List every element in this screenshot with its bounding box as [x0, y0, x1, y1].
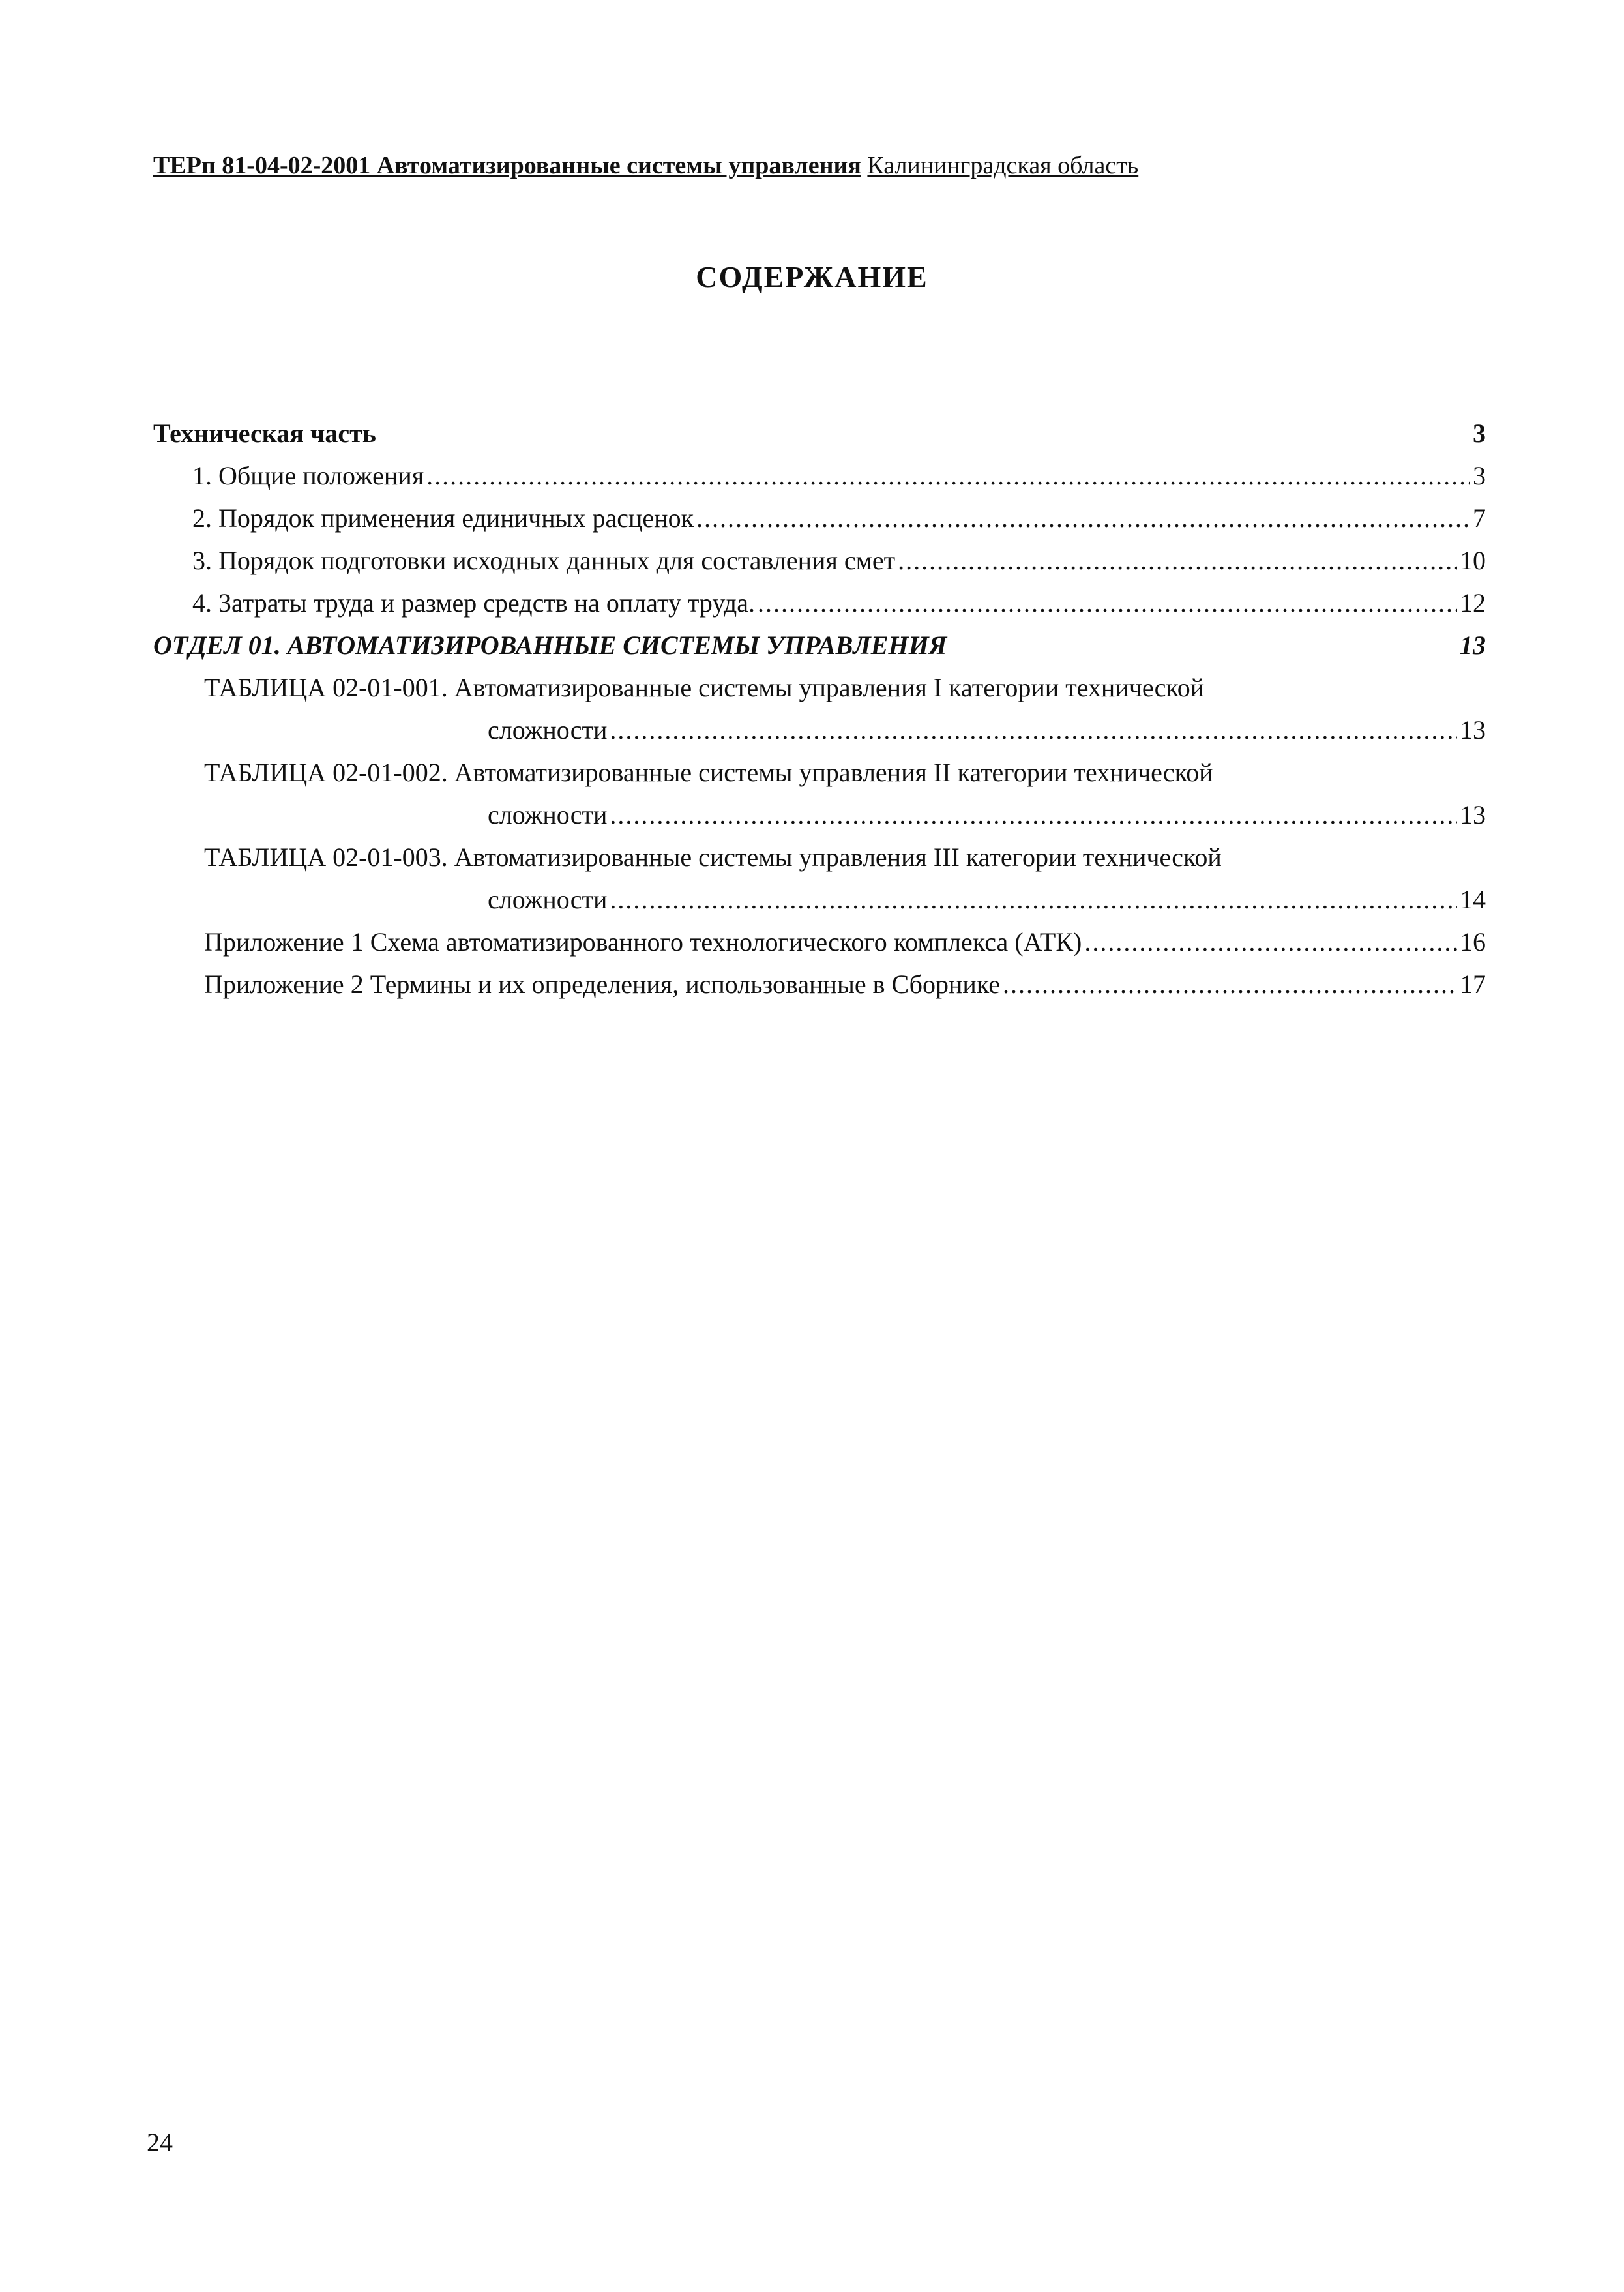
toc-page: 13: [1460, 800, 1486, 829]
toc-label-continuation: [488, 881, 1486, 919]
toc-leader: [610, 881, 1457, 919]
toc-page: 16: [1460, 927, 1486, 957]
toc-leader: [898, 542, 1457, 580]
header-region: Калининградская область: [867, 152, 1139, 179]
toc-entry-appendix-2[interactable]: [204, 966, 1486, 1004]
toc-entry-tech-part[interactable]: [153, 415, 1486, 453]
toc-entry-appendix-1[interactable]: [204, 923, 1486, 961]
toc-page: 3: [1473, 419, 1486, 448]
toc-label: Техническая часть: [153, 419, 376, 448]
toc-label: 1. Общие положения: [192, 461, 424, 490]
toc-entry-section-01[interactable]: [153, 627, 1486, 664]
toc-entry-general[interactable]: [192, 457, 1486, 495]
toc-leader: [696, 499, 1470, 537]
toc-label-continuation: [488, 711, 1486, 749]
toc-leader: [758, 584, 1457, 622]
toc-label-continuation: [488, 796, 1486, 834]
toc-leader: [426, 457, 1470, 495]
toc-page: 10: [1460, 546, 1486, 575]
toc-leader: [610, 711, 1457, 749]
page-title: СОДЕРЖАНИЕ: [696, 260, 928, 293]
toc-label: ТАБЛИЦА 02-01-003. Автоматизированные системы управления III категории технической: [204, 842, 1222, 872]
toc-label: ТАБЛИЦА 02-01-002. Автоматизированные системы управления II категории технической: [204, 758, 1213, 787]
toc-label: Приложение 1 Схема автоматизированного технологического комплекса (АТК): [204, 927, 1082, 957]
toc-label: сложности: [488, 715, 608, 745]
toc-label: 2. Порядок применения единичных расценок: [192, 503, 694, 533]
toc-label: 4. Затраты труда и размер средств на оплату труда.: [192, 588, 755, 618]
toc-label: 3. Порядок подготовки исходных данных для составления смет: [192, 546, 896, 575]
toc-entry-rates[interactable]: [192, 499, 1486, 537]
toc-leader: [610, 796, 1457, 834]
toc-page: 7: [1473, 503, 1486, 533]
toc-page: 13: [1460, 631, 1486, 660]
toc-page: 13: [1460, 715, 1486, 745]
toc-page: 14: [1460, 885, 1486, 914]
toc-label: сложности: [488, 800, 608, 829]
toc-leader: [1084, 923, 1457, 961]
toc-label: ТАБЛИЦА 02-01-001. Автоматизированные системы управления I категории технической: [204, 673, 1205, 702]
toc-label: ОТДЕЛ 01. АВТОМАТИЗИРОВАННЫЕ СИСТЕМЫ УПРАВЛЕНИЯ: [153, 631, 947, 660]
header-document-code: ТЕРп 81-04-02-2001 Автоматизированные системы управления: [153, 152, 861, 179]
running-header: [153, 151, 1138, 180]
toc-leader: [1003, 966, 1457, 1004]
toc-label: Приложение 2 Термины и их определения, использованные в Сборнике: [204, 970, 1000, 999]
toc-page: 17: [1460, 970, 1486, 999]
toc-label: сложности: [488, 885, 608, 914]
page-number: 24: [147, 2128, 173, 2157]
toc-page: 3: [1473, 461, 1486, 490]
toc-entry-labor[interactable]: [192, 584, 1486, 622]
toc-page: 12: [1460, 588, 1486, 618]
toc-entry-source-data[interactable]: [192, 542, 1486, 580]
